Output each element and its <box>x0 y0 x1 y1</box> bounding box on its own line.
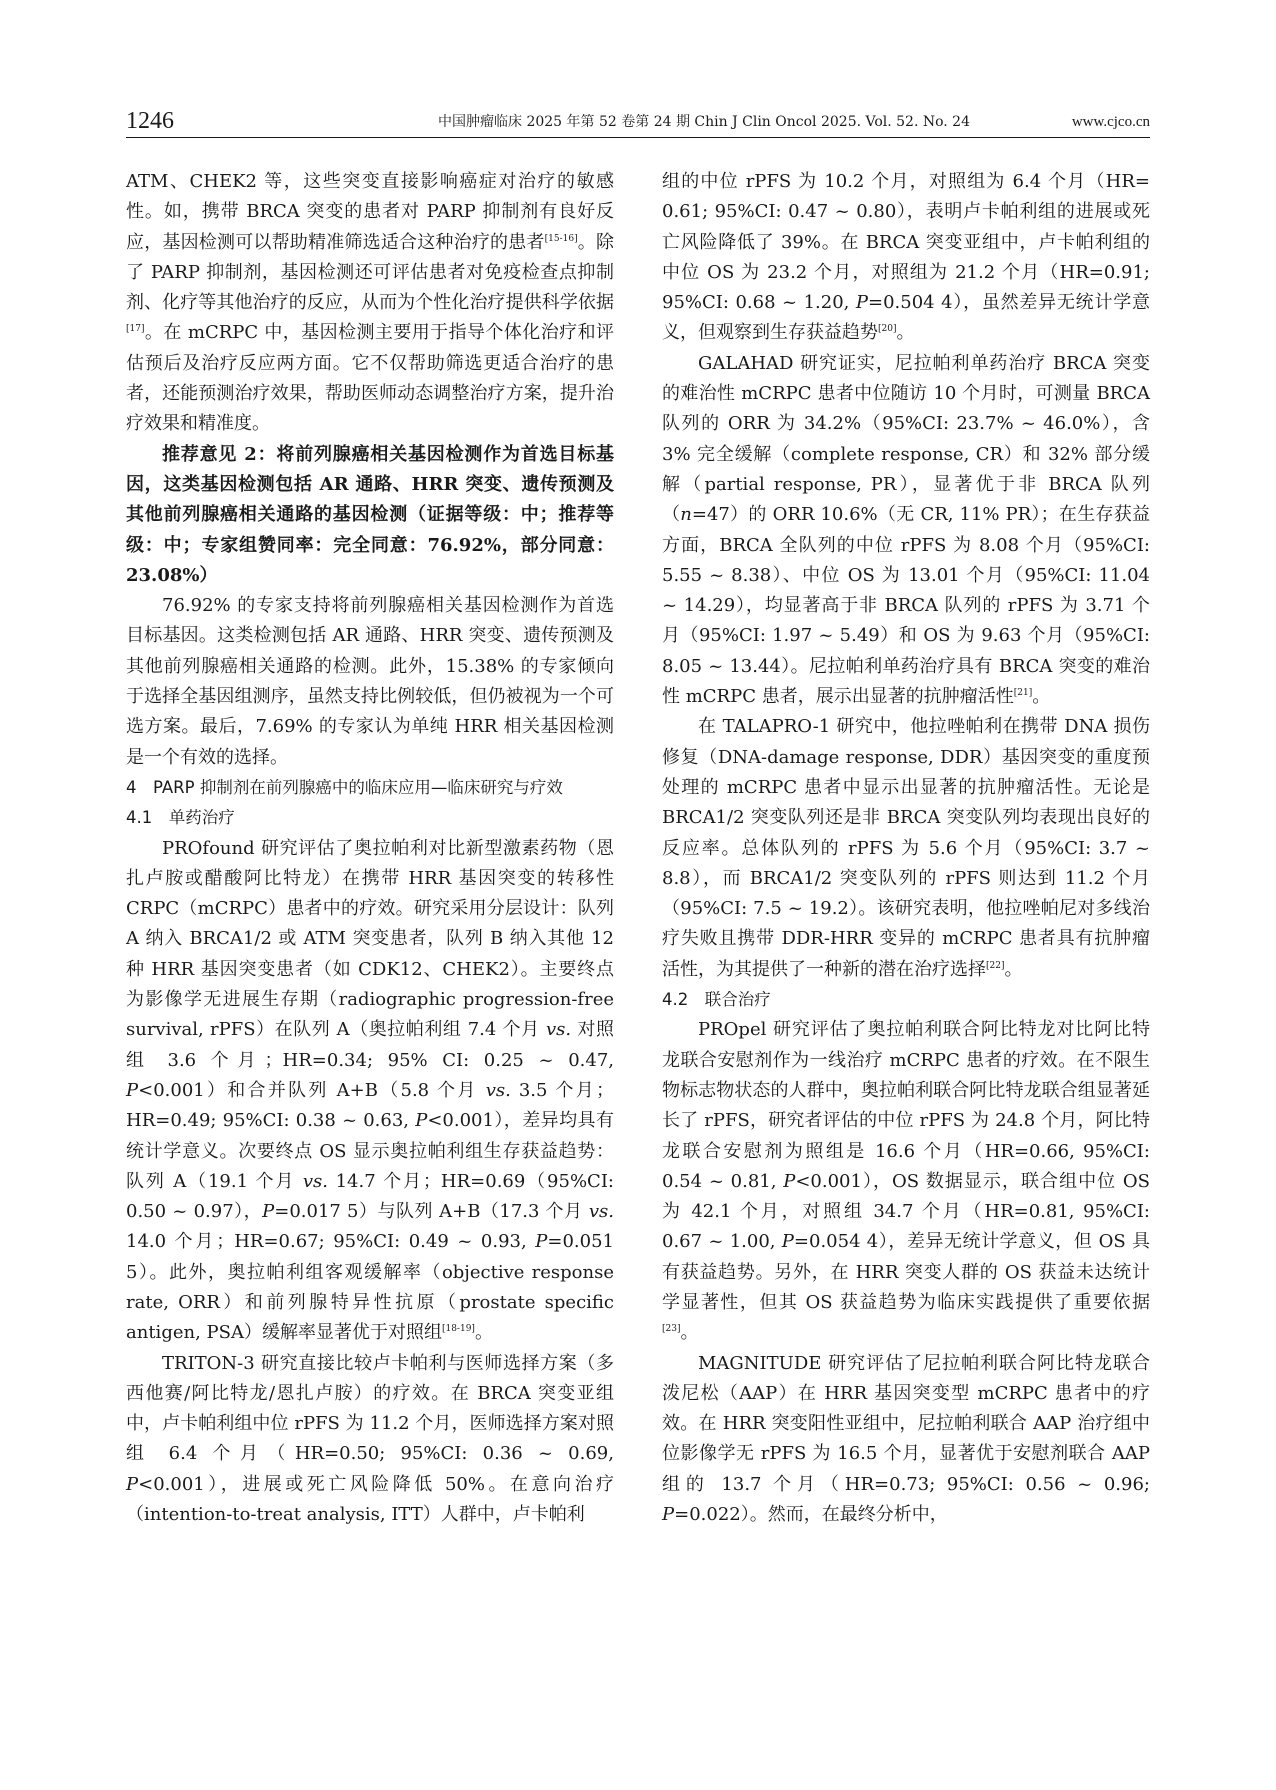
running-header <box>126 106 1150 136</box>
citation-ref[interactable]: [21] <box>1013 688 1033 699</box>
citation-ref[interactable]: [17] <box>126 324 145 335</box>
journal-url[interactable]: www.cjco.cn <box>1071 114 1150 130</box>
citation-ref[interactable]: [22] <box>986 960 1005 971</box>
recommendation-2: 推荐意见 2：将前列腺癌相关基因检测作为首选目标基因，这类基因检测包括 AR 通路、HRR 突变、遗传预测及其他前列腺癌相关通路的基因检测（证据等级：中；推荐等级：中；专家组赞同率：完全同意：76.92%，部分同意：23.08%） <box>126 443 614 586</box>
journal-citation: 中国肿瘤临床 2025 年第 52 卷第 24 期 Chin J Clin Oncol 2025. Vol. 52. No. 24 <box>438 114 970 130</box>
citation-ref[interactable]: [20] <box>878 324 897 335</box>
paragraph-galahad: GALAHAD 研究证实，尼拉帕利单药治疗 BRCA 突变的难治性 mCRPC 患者中位随访 10 个月时，可测量 BRCA 队列的 ORR 为 34.2%（95%CI: 23.7% ~ 46.0%），含 3% 完全缓解（complete response, CR）和 32% 部分缓解（partial response, PR），显著优于非 BRCA 队列（n=47）的 ORR 10.6%（无 CR, 11% PR）；在生存获益方面，BRCA 全队列的中位 rPFS 为 8.08 个月（95%CI: 5.55 ~ 8.38）、中位 OS 为 13.01 个月（95%CI: 11.04 ~ 14.29），均显著高于非 BRCA 队列的 rPFS 为 3.71 个月（95%CI: 1.97 ~ 5.49）和 OS 为 9.63 个月（95%CI: 8.05 ~ 13.44）。尼拉帕利单药治疗具有 BRCA 突变的难治性 mCRPC 患者，展示出显著的抗肿瘤活性[21]。 <box>662 352 1150 708</box>
header-rule <box>126 137 1150 138</box>
paragraph-expert-opinion: 76.92% 的专家支持将前列腺癌相关基因检测作为首选目标基因。这类检测包括 AR 通路、HRR 突变、遗传预测及其他前列腺癌相关通路的检测。此外，15.38% 的专家倾向于选择全基因组测序，虽然支持比例较低，但仍被视为一个可选方案。最后，7.69% 的专家认为单纯 HRR 相关基因检测是一个有效的选择。 <box>126 595 614 768</box>
paragraph-magnitude: MAGNITUDE 研究评估了尼拉帕利联合阿比特龙联合泼尼松（AAP）在 HRR 基因突变型 mCRPC 患者中的疗效。在 HRR 突变阳性亚组中，尼拉帕利联合 AAP 治疗组中位影像学无 rPFS 为 16.5 个月，显著优于安慰剂联合 AAP 组的 13.7 个月（HR=0.73; 95%CI: 0.56 ~ 0.96; P=0.022）。然而，在最终分析中， <box>662 1352 1150 1526</box>
citation-ref[interactable]: [18-19] <box>441 1324 475 1335</box>
citation-ref[interactable]: [15-16] <box>544 233 578 244</box>
section-heading-4-1: 4.1 单药治疗 <box>126 808 235 828</box>
paragraph-propel: PROpel 研究评估了奥拉帕利联合阿比特龙对比阿比特龙联合安慰剂作为一线治疗 mCRPC 患者的疗效。在不限生物标志物状态的人群中，奥拉帕利联合阿比特龙联合组显著延长了 rPFS，研究者评估的中位 rPFS 为 24.8 个月，阿比特龙联合安慰剂为照组是 16.6 个月（HR=0.66, 95%CI: 0.54 ~ 0.81, P<0.001），OS 数据显示，联合组中位 OS 为 42.1 个月，对照组 34.7 个月（HR=0.81, 95%CI: 0.67 ~ 1.00, P=0.054 4），差异无统计学意义，但 OS 具有获益趋势。另外，在 HRR 突变人群的 OS 获益未达统计学显著性，但其 OS 获益趋势为临床实践提供了重要依据[23]。 <box>662 1019 1151 1344</box>
paragraph-gene-testing: ATM、CHEK2 等，这些突变直接影响癌症对治疗的敏感性。如，携带 BRCA 突变的患者对 PARP 抑制剂有良好反应，基因检测可以帮助精准筛选适合这种治疗的患者[15-16]。除了 PARP 抑制剂，基因检测还可评估患者对免疫检查点抑制剂、化疗等其他治疗的反应，从而为个性化治疗提供科学依据[17]。在 mCRPC 中，基因检测主要用于指导个体化治疗和评估预后及治疗反应两方面。它不仅帮助筛选更适合治疗的患者，还能预测治疗效果，帮助医师动态调整治疗方案，提升治疗效果和精准度。 <box>126 171 615 435</box>
paragraph-triton3-cont: 组的中位 rPFS 为 10.2 个月，对照组为 6.4 个月（HR= 0.61; 95%CI: 0.47 ~ 0.80），表明卢卡帕利组的进展或死亡风险降低了 39%。在 BRCA 突变亚组中，卢卡帕利组的中位 OS 为 23.2 个月，对照组为 21.2 个月（HR=0.91; 95%CI: 0.68 ~ 1.20, P=0.504 4），虽然差异无统计学意义，但观察到生存获益趋势[20]。 <box>662 171 1150 344</box>
section-heading-4-2: 4.2 联合治疗 <box>662 990 771 1010</box>
left-column <box>126 167 614 1530</box>
paragraph-profound: PROfound 研究评估了奥拉帕利对比新型激素药物（恩扎卢胺或醋酸阿比特龙）在携带 HRR 基因突变的转移性 CRPC（mCRPC）患者中的疗效。研究采用分层设计：队列 A 纳入 BRCA1/2 或 ATM 突变患者，队列 B 纳入其他 12 种 HRR 基因突变患者（如 CDK12、CHEK2）。主要终点为影像学无进展生存期（radiographic progression-free survival, rPFS）在队列 A（奥拉帕利组 7.4 个月 vs. 对照组 3.6 个月；HR=0.34; 95% CI: 0.25 ~ 0.47, P<0.001）和合并队列 A+B（5.8 个月 vs. 3.5 个月；HR=0.49; 95%CI: 0.38 ~ 0.63, P<0.001），差异均具有统计学意义。次要终点 OS 显示奥拉帕利组生存获益趋势：队列 A（19.1 个月 vs. 14.7 个月；HR=0.69（95%CI: 0.50 ~ 0.97），P=0.017 5）与队列 A+B（17.3 个月 vs. 14.0 个月；HR=0.67; 95%CI: 0.49 ~ 0.93, P=0.051 5）。此外，奥拉帕利组客观缓解率（objective response rate, ORR）和前列腺特异性抗原（prostate specific antigen, PSA）缓解率显著优于对照组[18-19]。 <box>126 837 614 1344</box>
paragraph-triton3: TRITON-3 研究直接比较卢卡帕利与医师选择方案（多西他赛/阿比特龙/恩扎卢胺）的疗效。在 BRCA 突变亚组中，卢卡帕利组中位 rPFS 为 11.2 个月，医师选择方案对照组 6.4 个月（HR=0.50; 95%CI: 0.36 ~ 0.69, P<0.001），进展或死亡风险降低 50%。在意向治疗（intention-to-treat analysis, ITT）人群中，卢卡帕利 <box>126 1352 614 1526</box>
paragraph-talapro1: 在 TALAPRO-1 研究中，他拉唑帕利在携带 DNA 损伤修复（DNA-damage response, DDR）基因突变的重度预处理的 mCRPC 患者中显示出显著的抗肿瘤活性。无论是 BRCA1/2 突变队列还是非 BRCA 突变队列均表现出良好的反应率。总体队列的 rPFS 为 5.6 个月（95%CI: 3.7 ~ 8.8），而 BRCA1/2 突变队列的 rPFS 则达到 11.2 个月（95%CI: 7.5 ~ 19.2）。该研究表明，他拉唑帕尼对多线治疗失败且携带 DDR-HRR 变异的 mCRPC 患者具有抗肿瘤活性，为其提供了一种新的潜在治疗选择[22]。 <box>662 716 1150 980</box>
section-heading-4: 4 PARP 抑制剂在前列腺癌中的临床应用—临床研究与疗效 <box>126 777 563 797</box>
citation-ref[interactable]: [23] <box>662 1324 681 1335</box>
page-number: 1246 <box>126 108 174 134</box>
right-column <box>662 167 1150 1530</box>
